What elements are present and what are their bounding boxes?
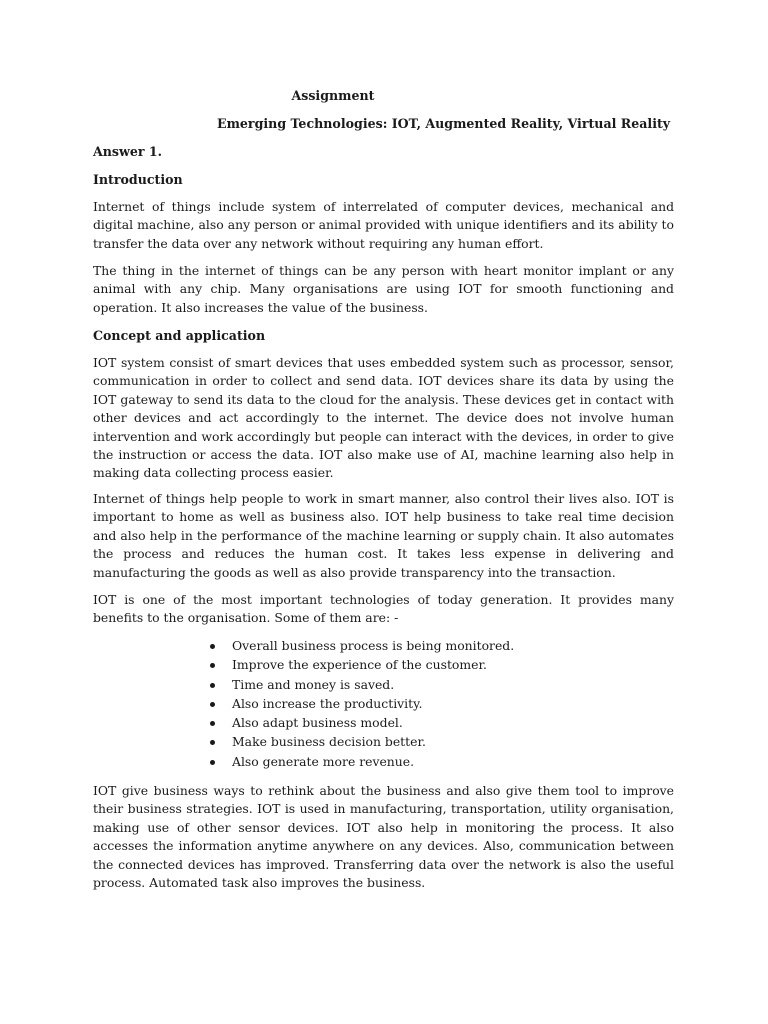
concept-heading: Concept and application: [93, 328, 266, 343]
list-item: [208, 656, 514, 675]
list-item: [208, 676, 514, 695]
list-item-text: Improve the experience of the customer.: [232, 657, 487, 673]
list-item-text: Overall business process is being monitored.: [232, 638, 515, 653]
list-item-text: Also generate more revenue.: [232, 753, 415, 769]
document-subtitle: Emerging Technologies: IOT, Augmented Reality, Virtual Reality: [217, 116, 671, 131]
list-item: [208, 753, 514, 772]
list-item-text: Also increase the productivity.: [232, 695, 423, 711]
list-item-text: Time and money is saved.: [232, 676, 395, 692]
bullet-icon: [210, 702, 215, 707]
bullet-icon: [210, 683, 215, 688]
concept-paragraph-3: IOT is one of the most important technologies of today generation. It provides many benefits to the organisation. Some of them are: -: [93, 592, 674, 626]
bullet-icon: [210, 644, 215, 649]
concept-paragraph-1: IOT system consist of smart devices that uses embedded system such as processor, sensor, communication in order to collect and send data. IOT devices share its data by using the IOT gateway to send its data to the cloud for the analysis. These devices get in contact with other devices and act accordingly to the internet. The device does not involve human intervention and work accordingly but people can interact with the devices, in order to give the instruction or access the data. IOT also make use of AI, machine learning also help in making data collecting process easier.: [93, 355, 674, 481]
list-item: [208, 714, 514, 733]
introduction-heading: Introduction: [93, 172, 183, 187]
list-item: [208, 637, 514, 656]
bullet-icon: [210, 760, 215, 765]
list-item-text: Also adapt business model.: [232, 715, 403, 731]
list-item-text: Make business decision better.: [232, 734, 426, 750]
bullet-icon: [210, 740, 215, 745]
benefits-list: [208, 637, 514, 772]
list-item: [208, 733, 514, 752]
introduction-paragraph-1: Internet of things include system of interrelated of computer devices, mechanical and digital machine, also any person or animal provided with unique identifiers and its ability to transfer the data over any network without requiring any human effort.: [93, 199, 674, 251]
bullet-icon: [210, 663, 215, 668]
concept-paragraph-2: Internet of things help people to work in smart manner, also control their lives also. IOT is important to home as well as business also. IOT help business to take real time decision and also help in the performance of the machine learning or supply chain. It also automates the process and reduces the human cost. It takes less expense in delivering and manufacturing the goods as well as also provide transparency into the transaction.: [93, 491, 674, 580]
answer-label: Answer 1.: [93, 144, 163, 159]
list-item: [208, 695, 514, 714]
bullet-icon: [210, 721, 215, 726]
concept-closing-paragraph: IOT give business ways to rethink about the business and also give them tool to improve their business strategies. IOT is used in manufacturing, transportation, utility organisation, making use of other sensor devices. IOT also help in monitoring the process. It also accesses the information anytime anywhere on any devices. Also, communication between the connected devices has improved. Transferring data over the network is also the useful process. Automated task also improves the business.: [93, 783, 674, 891]
introduction-paragraph-2: The thing in the internet of things can be any person with heart monitor implant or any animal with any chip. Many organisations are using IOT for smooth functioning and operation. It also increases the value of the business.: [93, 263, 674, 315]
document-title: Assignment: [291, 88, 375, 103]
